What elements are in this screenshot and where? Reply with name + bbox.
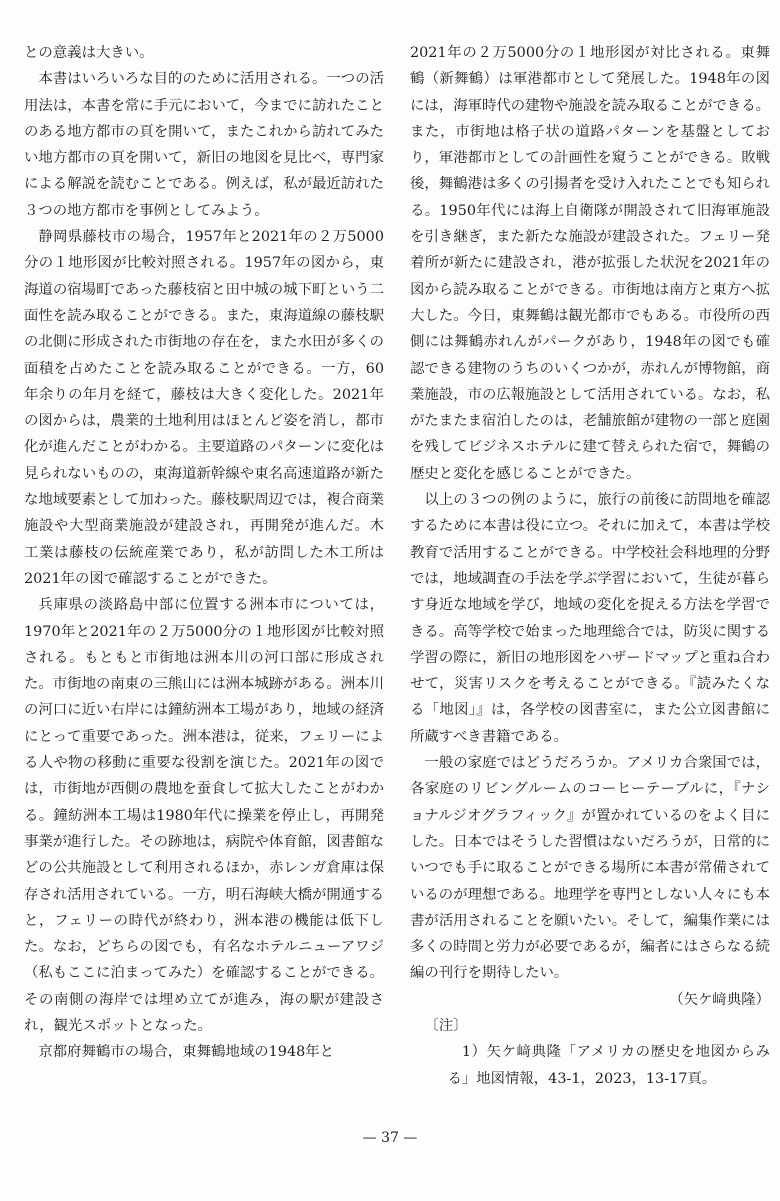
right-column xyxy=(410,40,770,1092)
paragraph: 兵庫県の淡路島中部に位置する洲本市については，1970年と2021年の２万5000分の１地形図が比較対照される。もともと市街地は洲本川の河口部に形成された。市街地の南東の三熊山には洲本城跡がある。洲本川の河口に近い右岸には鐘紡洲本工場があり，地域の経済にとって重要であった。洲本港は，従来，フェリーによる人や物の移動に重要な役割を演じた。2021年の図では，市街地が西側の農地を蚕食して拡大したことがわかる。鐘紡洲本工場は1980年代に操業を停止し，再開発事業が進行した。その跡地は，病院や体育館，図書館などの公共施設として利用されるほか，赤レンガ倉庫は保存され活用されている。一方，明石海峡大橋が開通すると，フェリーの時代が終わり，洲本港の機能は低下した。なお，どちらの図でも，有名なホテルニューアワジ（私もここに泊まってみた）を確認することができる。その南側の海岸では埋め立てが進み，海の駅が建設され，観光スポットとなった。 xyxy=(24,597,384,1034)
author-signature: （矢ケ﨑典隆） xyxy=(669,991,770,1008)
notes-heading: 〔注〕 xyxy=(424,1017,468,1034)
paragraph: 2021年の２万5000分の１地形図が対比される。東舞鶴（新舞鶴）は軍港都市として発展した。1948年の図には，海軍時代の建物や施設を読み取ることができる。また，市街地は格子状の道路パターンを基盤としており，軍港都市としての計画性を窺うことができる。敗戦後，舞鶴港は多くの引揚者を受け入れたことでも知られる。1950年代には海上自衛隊が開設されて旧海軍施設を引き継ぎ，また新たな施設が建設された。フェリー発着所が新たに建設され，港が拡張した状況を2021年の図から読み取ることができる。市街地は南方と東方へ拡大した。今日，東舞鶴は観光都市でもある。市役所の西側には舞鶴赤れんがパークがあり，1948年の図でも確認できる建物のうちのいくつかが，赤れんが博物館，商業施設，市の広報施設として活用されている。なお，私がたまたま宿泊したのは，老舗旅館が建物の一部と庭園を残してビジネスホテルに建て替えられた宿で，舞鶴の歴史と変化を感じることができた。 xyxy=(410,45,770,482)
paragraph: 本書はいろいろな目的のために活用される。一つの活用法は，本書を常に手元において，今までに訪れたことのある地方都市の頁を開いて，またこれから訪れてみたい地方都市の頁を開いて，新旧の地図を見比べ，専門家による解説を読むことである。例えば，私が最近訪れた３つの地方都市を事例としてみよう。 xyxy=(24,71,384,219)
paragraph: 京都府舞鶴市の場合，東舞鶴地域の1948年と xyxy=(38,1044,335,1061)
page-number: — 37 — xyxy=(362,1130,418,1146)
paragraph: 静岡県藤枝市の場合，1957年と2021年の２万5000分の１地形図が比較対照される。1957年の図から，東海道の宿場町であった藤枝宿と田中城の城下町という二面性を読み取ることができる。また，東海道線の藤枝駅の北側に形成された市街地の存在を，また水田が多くの面積を占めたことを読み取ることができる。一方，60年余りの年月を経て，藤枝は大きく変化した。2021年の図からは，農業的土地利用はほとんど姿を消し，都市化が進んだことがわかる。主要道路のパターンに変化は見られないものの，東海道新幹線や東名高速道路が新たな地域要素として加わった。藤枝駅周辺では，複合商業施設や大型商業施設が建設され，再開発が進んだ。木工業は藤枝の伝統産業であり，私が訪問した木工所は2021年の図で確認することができた。 xyxy=(24,229,384,587)
left-column xyxy=(24,40,384,1066)
paragraph: 以上の３つの例のように，旅行の前後に訪問地を確認するために本書は役に立つ。それに加えて，本書は学校教育で活用することができる。中学校社会科地理的分野では，地域調査の手法を学ぶ学習において，生徒が暮らす身近な地域を学び，地域の変化を捉える方法を学習できる。高等学校で始まった地理総合では，防災に関する学習の際に，新旧の地形図をハザードマップと重ね合わせて，災害リスクを考えることができる。『読みたくなる「地図」』は，各学校の図書室に，また公立図書館に所蔵すべき書籍である。 xyxy=(410,492,770,745)
paragraph: との意義は大きい。 xyxy=(24,45,154,61)
paragraph: 一般の家庭ではどうだろうか。アメリカ合衆国では，各家庭のリビングルームのコーヒーテーブルに，『ナショナルジオグラフィック』が置かれているのをよく目にした。日本ではそうした習慣はないだろうが，日常的にいつでも手に取ることができる場所に本書が常備されているのが理想である。地理学を専門としない人々にも本書が活用されることを願いたい。そして，編集作業には多くの時間と労力が必要であるが，編者にはさらなる続編の刊行を期待したい。 xyxy=(410,755,770,982)
note-item: 1）矢ケ﨑典隆「アメリカの歴史を地図からみる」地図情報，43-1，2023，13-17頁。 xyxy=(447,1044,770,1087)
